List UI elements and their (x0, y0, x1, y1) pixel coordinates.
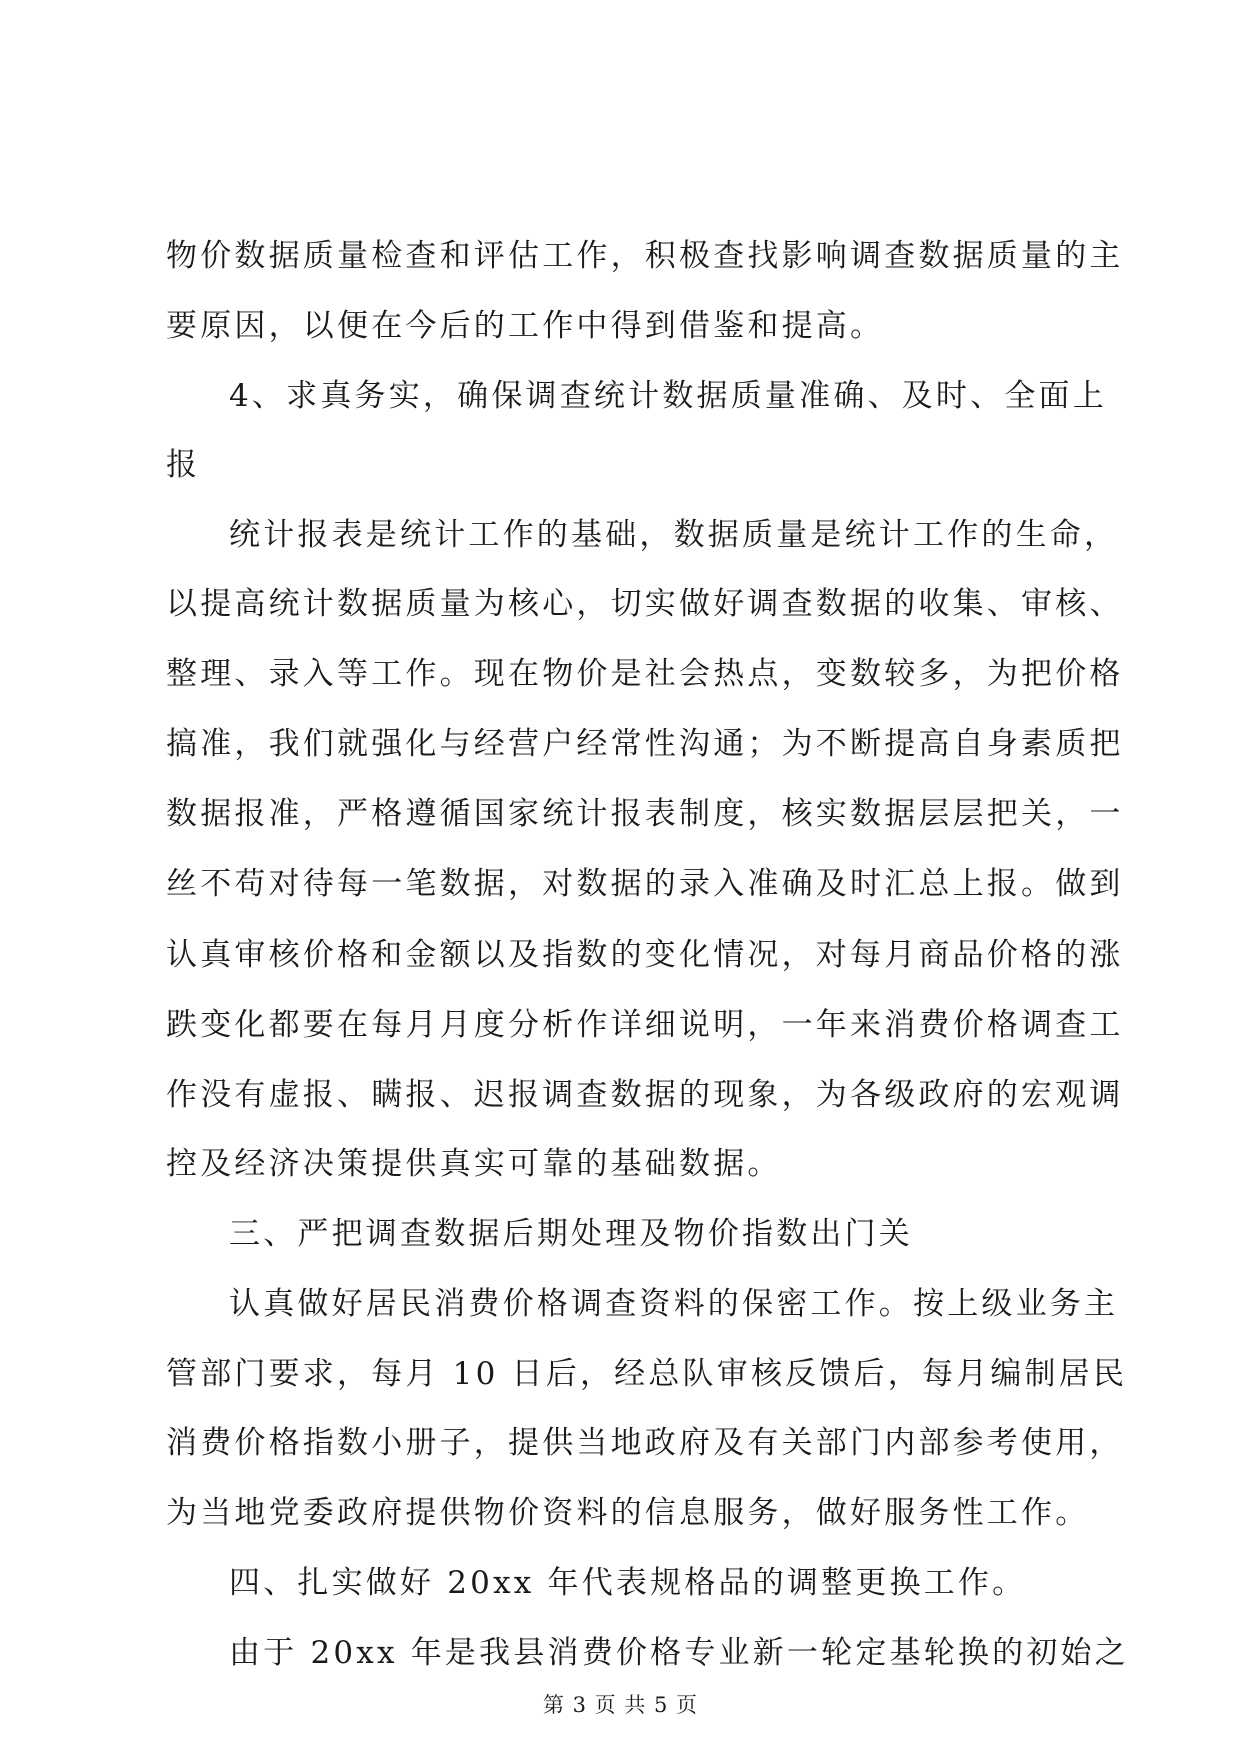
body-text-line: 作没有虚报、瞒报、迟报调查数据的现象，为各级政府的宏观调 (166, 1077, 1124, 1113)
body-text-line: 物价数据质量检查和评估工作，积极查找影响调查数据质量的主 (166, 238, 1124, 274)
body-text-line: 管部门要求，每月 10 日后，经总队审核反馈后，每月编制居民 (166, 1356, 1128, 1392)
body-text-line: 要原因，以便在今后的工作中得到借鉴和提高。 (166, 308, 885, 344)
body-text-line: 数据报准，严格遵循国家统计报表制度，核实数据层层把关，一 (166, 796, 1124, 832)
body-text-line: 为当地党委政府提供物价资料的信息服务，做好服务性工作。 (166, 1495, 1090, 1531)
body-text-line: 认真审核价格和金额以及指数的变化情况，对每月商品价格的涨 (166, 937, 1124, 973)
body-text-line: 控及经济决策提供真实可靠的基础数据。 (166, 1146, 782, 1182)
section-heading-4-continuation: 报 (166, 447, 201, 483)
body-text-line: 整理、录入等工作。现在物价是社会热点，变数较多，为把价格 (166, 656, 1124, 692)
body-text-line: 统计报表是统计工作的基础，数据质量是统计工作的生命， (229, 517, 1119, 553)
body-text-line: 丝不苟对待每一笔数据，对数据的录入准确及时汇总上报。做到 (166, 866, 1124, 902)
section-heading-4-cn: 四、扎实做好 20xx 年代表规格品的调整更换工作。 (229, 1565, 1027, 1601)
body-text-line: 以提高统计数据质量为核心，切实做好调查数据的收集、审核、 (166, 586, 1124, 622)
body-text-line: 认真做好居民消费价格调查资料的保密工作。按上级业务主 (229, 1286, 1119, 1322)
page-footer: 第 3 页 共 5 页 (542, 1693, 699, 1717)
body-text-line: 跌变化都要在每月月度分析作详细说明，一年来消费价格调查工 (166, 1007, 1124, 1043)
body-text-line: 由于 20xx 年是我县消费价格专业新一轮定基轮换的初始之 (229, 1635, 1129, 1671)
body-text-line: 消费价格指数小册子，提供当地政府及有关部门内部参考使用， (166, 1425, 1124, 1461)
body-text-line: 搞准，我们就强化与经营户经常性沟通；为不断提高自身素质把 (166, 726, 1124, 762)
section-heading-3: 三、严把调查数据后期处理及物价指数出门关 (229, 1216, 913, 1252)
section-heading-4: 4、求真务实，确保调查统计数据质量准确、及时、全面上 (229, 378, 1107, 414)
